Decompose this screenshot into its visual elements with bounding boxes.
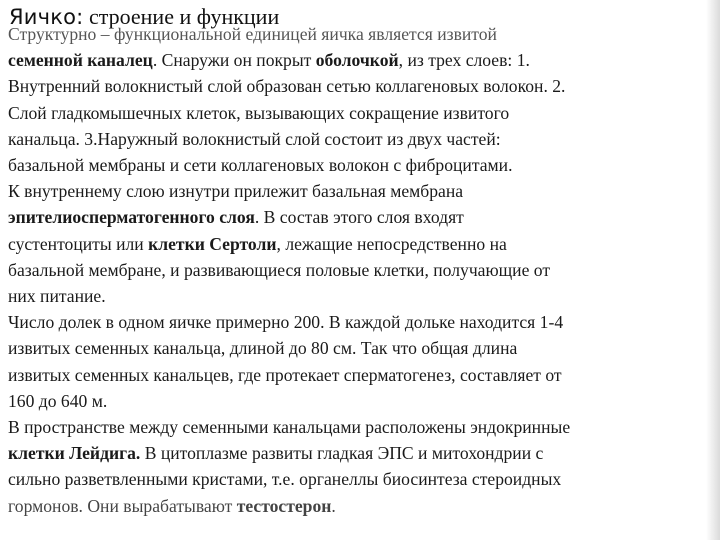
text-span: . Снаружи он покрыт	[152, 50, 316, 71]
text-line: сильно разветвленными кристами, т.е. органеллы биосинтеза стероидных	[8, 469, 562, 490]
bold-term: клетки Лейдига.	[8, 443, 141, 464]
text-line	[8, 204, 714, 230]
text-line: 160 до 640 м.	[8, 390, 108, 411]
text-line	[8, 493, 714, 519]
bold-term: клетки Сертоли	[148, 233, 277, 254]
text-span: , лежащие непосредственно на	[276, 233, 507, 254]
paragraph-2	[8, 178, 714, 309]
paragraph-3	[8, 309, 714, 414]
text-span: сустентоциты или	[8, 233, 149, 254]
bold-term: эпителиосперматогенного слоя	[8, 207, 255, 228]
bold-term: оболочкой	[315, 50, 399, 71]
text-line: них питание.	[8, 286, 106, 307]
text-line	[8, 47, 714, 73]
paragraph-1	[8, 21, 714, 178]
text-line: базальной мембране, и развивающиеся половые клетки, получающие от	[8, 259, 551, 280]
bold-term: семенной каналец	[8, 50, 153, 71]
text-span: В цитоплазме развиты гладкая ЭПС и митохондрии с	[140, 443, 544, 464]
text-line: В пространстве между семенными канальцами расположены эндокринные	[8, 417, 571, 438]
text-line: канальца. 3.Наружный волокнистый слой состоит из двух частей:	[8, 128, 501, 149]
bold-term: тестостерон	[236, 495, 332, 516]
text-line: Структурно – функциональной единицей яичка является извитой	[8, 24, 497, 44]
text-line: Внутренний волокнистый слой образован сетью коллагеновых волокон. 2.	[8, 76, 566, 97]
text-line: К внутреннему слою изнутри прилежит базальная мембрана	[8, 181, 464, 202]
text-line: Число долек в одном яичке примерно 200. В каждой дольке находится 1-4	[8, 312, 564, 333]
slide-title	[9, 4, 279, 30]
text-line: Слой гладкомышечных клеток, вызывающих сокращение извитого	[8, 102, 510, 123]
text-span: , из трех слоев: 1.	[398, 50, 530, 71]
title-main: Яичко:	[9, 5, 84, 29]
text-span: . В состав этого слоя входят	[254, 207, 464, 228]
paragraph-4	[8, 414, 714, 519]
title-rest: строение и функции	[83, 4, 280, 29]
text-line	[8, 440, 714, 466]
text-span: гормонов. Они вырабатывают	[8, 495, 237, 516]
text-line: базальной мембраны и сети коллагеновых волокон с фиброцитами.	[8, 155, 513, 176]
text-line	[8, 231, 714, 257]
text-span: .	[331, 495, 336, 516]
text-line: извитых семенных канальца, длиной до 80 см. Так что общая длина	[8, 338, 518, 359]
text-line: извитых семенных канальцев, где протекает сперматогенез, составляет от	[8, 364, 562, 385]
slide-body	[8, 21, 714, 519]
